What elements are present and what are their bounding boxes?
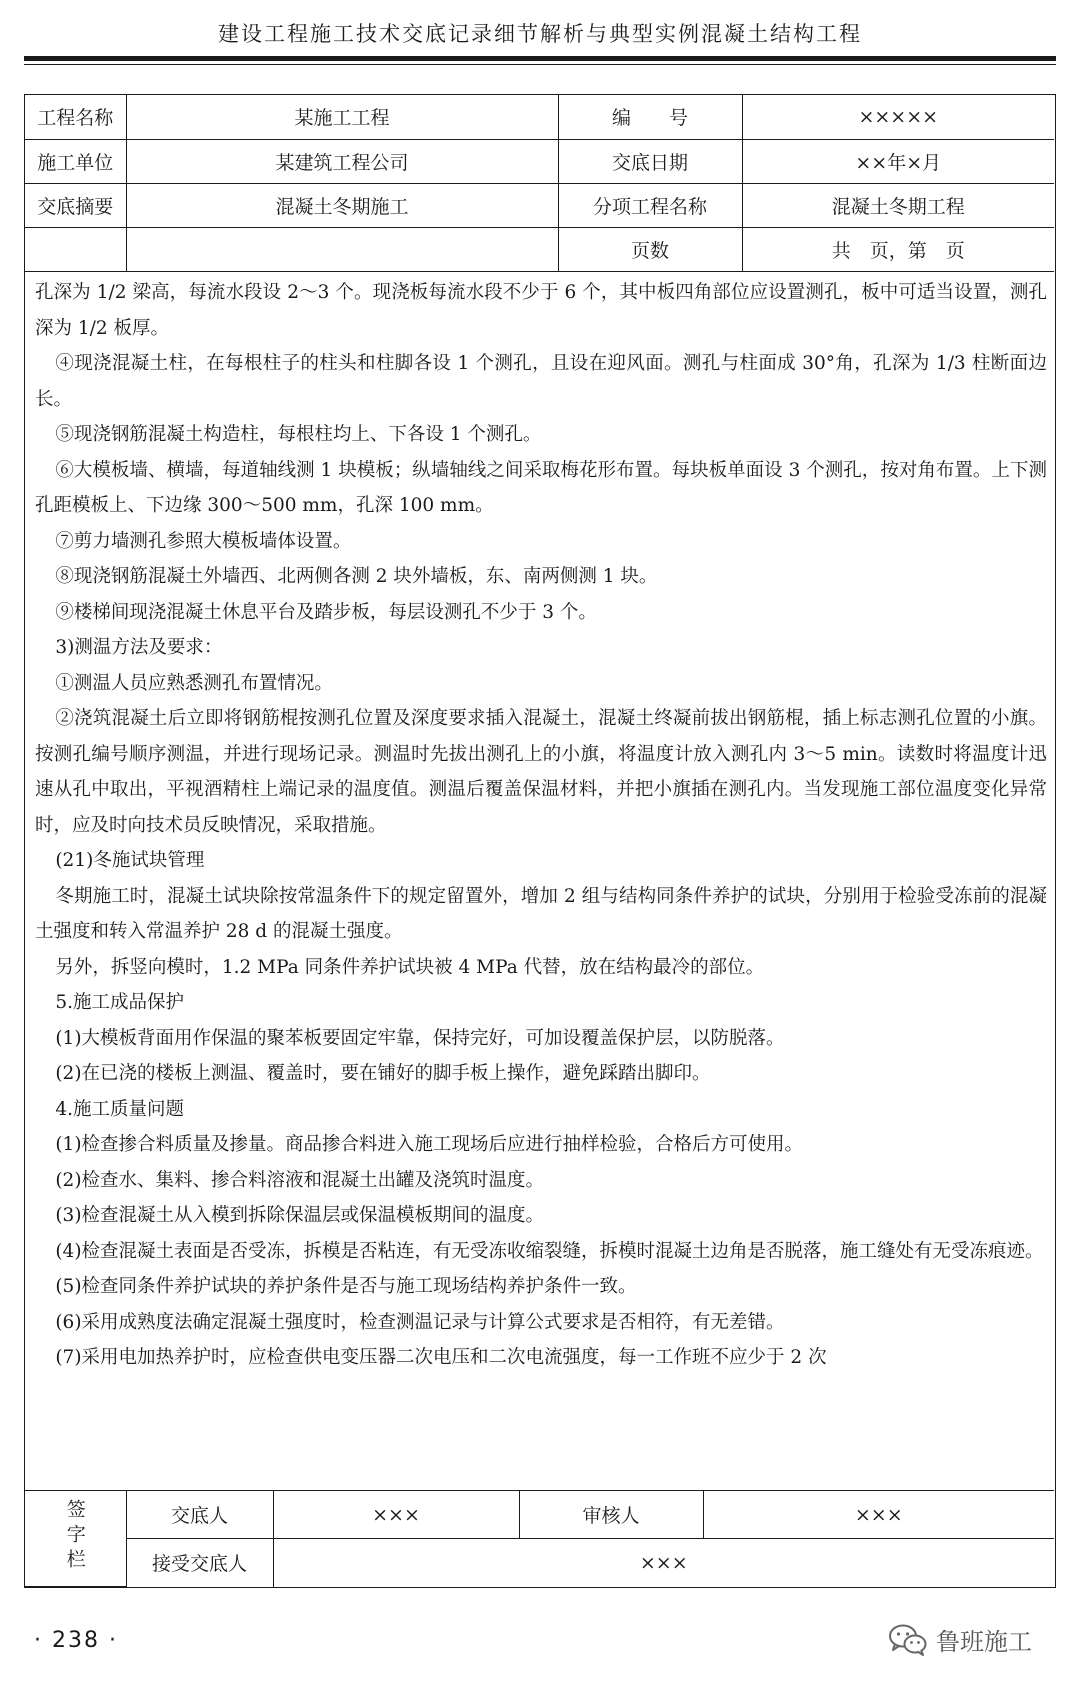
- summary-label: 交底摘要: [25, 183, 126, 227]
- body-paragraph: 4.施工质量问题: [55, 1098, 184, 1120]
- page-count-value: 共 页，第 页: [742, 227, 1054, 271]
- wechat-icon: [888, 1623, 928, 1657]
- contractor-value: 某建筑工程公司: [126, 139, 558, 183]
- subproject-label: 分项工程名称: [558, 183, 742, 227]
- body-paragraph: ⑤现浇钢筋混凝土构造柱，每根柱均上、下各设 1 个测孔。: [55, 424, 542, 445]
- disclosure-date-value: ××年×月: [742, 139, 1054, 183]
- body-paragraph: (1)检查掺合料质量及掺量。商品掺合料进入施工现场后应进行抽样检验，合格后方可使用。: [55, 1134, 804, 1155]
- body-paragraph: (6)采用成熟度法确定混凝土强度时，检查测温记录与计算公式要求是否相符，有无差错。: [55, 1311, 785, 1333]
- body-paragraph: 3)测温方法及要求：: [55, 637, 223, 658]
- header-row-contractor: [25, 139, 1054, 183]
- reviewer-value: ×××: [703, 1491, 1054, 1539]
- empty-cell: [25, 227, 126, 271]
- running-head: 建设工程施工技术交底记录细节解析与典型实例混凝土结构工程: [218, 22, 862, 46]
- signature-row-discloser: [25, 1491, 1054, 1539]
- body-paragraph: (3)检查混凝土从入模到拆除保温层或保温模板期间的温度。: [55, 1205, 545, 1226]
- header-rule-thin: [24, 64, 1056, 65]
- serial-number-label: 编 号: [558, 95, 742, 139]
- subproject-value: 混凝土冬期工程: [742, 183, 1054, 227]
- header-row-project: [25, 95, 1054, 139]
- body-paragraph: ⑦剪力墙测孔参照大模板墙体设置。: [55, 530, 352, 552]
- receiver-value: ×××: [273, 1539, 1054, 1587]
- page-count-label: 页数: [558, 227, 742, 271]
- summary-value: 混凝土冬期施工: [126, 183, 558, 227]
- disclosure-record-sheet: [24, 94, 1056, 1588]
- watermark: [888, 1622, 1032, 1657]
- body-paragraph: ②浇筑混凝土后立即将钢筋棍按测孔位置及深度要求插入混凝土，混凝土终凝前拔出钢筋棍，插上标志测孔位置的小旗。按测孔编号顺序测温，并进行现场记录。测温时先拔出测孔上的小旗，将温度计放入测孔内 3～5 min。读数时将温度计迅速从孔中取出，平视酒精柱上端记录的温度值。测温后覆盖保温材料，并把小旗插在测孔内。当发现施工部位温度变化异常时，应及时向技术员反映情况，采取措施。: [35, 708, 1047, 836]
- header-row-pages: [25, 227, 1054, 271]
- body-paragraph: ⑨楼梯间现浇混凝土休息平台及踏步板，每层设测孔不少于 3 个。: [55, 601, 597, 623]
- signature-table: [25, 1490, 1054, 1587]
- watermark-text: 鲁班施工: [936, 1628, 1032, 1656]
- project-name-label: 工程名称: [25, 95, 126, 139]
- header-row-summary: [25, 183, 1054, 227]
- disclosure-date-label: 交底日期: [558, 139, 742, 183]
- record-header-table: [25, 95, 1054, 272]
- body-paragraph: (5)检查同条件养护试块的养护条件是否与施工现场结构养护条件一致。: [55, 1276, 637, 1297]
- contractor-label: 施工单位: [25, 139, 126, 183]
- body-paragraph: 5.施工成品保护: [55, 992, 184, 1013]
- signature-side-label: 签字栏: [63, 1498, 86, 1574]
- body-paragraph: (7)采用电加热养护时，应检查供电变压器二次电压和二次电流强度，每一工作班不应少于 2 次: [55, 1347, 827, 1368]
- signature-side-cell: [25, 1491, 126, 1587]
- reviewer-label: 审核人: [519, 1491, 703, 1539]
- body-paragraph: 冬期施工时，混凝土试块除按常温条件下的规定留置外，增加 2 组与结构同条件养护的试块，分别用于检验受冻前的混凝土强度和转入常温养护 28 d 的混凝土强度。: [35, 885, 1047, 942]
- receiver-label: 接受交底人: [126, 1539, 273, 1587]
- body-paragraph: 另外，拆竖向模时，1.2 MPa 同条件养护试块被 4 MPa 代替，放在结构最冷的部位。: [55, 956, 765, 978]
- body-paragraph: ⑧现浇钢筋混凝土外墙西、北两侧各测 2 块外墙板，东、南两侧测 1 块。: [55, 566, 658, 587]
- body-paragraph: ④现浇混凝土柱，在每根柱子的柱头和柱脚各设 1 个测孔，且设在迎风面。测孔与柱面成 30°角，孔深为 1/3 柱断面边长。: [35, 353, 1047, 410]
- body-paragraph: ⑥大模板墙、横墙，每道轴线测 1 块模板；纵墙轴线之间采取梅花形布置。每块板单面设 3 个测孔，按对角布置。上下测孔距模板上、下边缘 300～500 mm，孔深 100 mm。: [35, 459, 1047, 516]
- signature-row-receiver: [25, 1539, 1054, 1587]
- body-paragraph: ①测温人员应熟悉测孔布置情况。: [55, 672, 333, 694]
- discloser-value: ×××: [273, 1491, 519, 1539]
- serial-number-value: ×××××: [742, 95, 1054, 139]
- project-name-value: 某施工工程: [126, 95, 558, 139]
- body-paragraph: (4)检查混凝土表面是否受冻，拆模是否粘连，有无受冻收缩裂缝，拆模时混凝土边角是否脱落，施工缝处有无受冻痕迹。: [55, 1240, 1044, 1262]
- page-number: · 238 ·: [34, 1628, 118, 1653]
- body-paragraph: (2)检查水、集料、掺合料溶液和混凝土出罐及浇筑时温度。: [55, 1169, 545, 1191]
- empty-cell: [126, 227, 558, 271]
- body-paragraph: (21)冬施试块管理: [55, 850, 205, 871]
- disclosure-body: [35, 275, 1047, 1376]
- body-paragraph: (2)在已浇的楼板上测温、覆盖时，要在铺好的脚手板上操作，避免踩踏出脚印。: [55, 1063, 711, 1084]
- discloser-label: 交底人: [126, 1491, 273, 1539]
- body-paragraph: 孔深为 1/2 梁高，每流水段设 2～3 个。现浇板每流水段不少于 6 个，其中板四角部位应设置测孔，板中可适当设置，测孔深为 1/2 板厚。: [35, 282, 1047, 339]
- body-paragraph: (1)大模板背面用作保温的聚苯板要固定牢靠，保持完好，可加设覆盖保护层，以防脱落。: [55, 1027, 785, 1049]
- header-rule-thick: [24, 56, 1056, 61]
